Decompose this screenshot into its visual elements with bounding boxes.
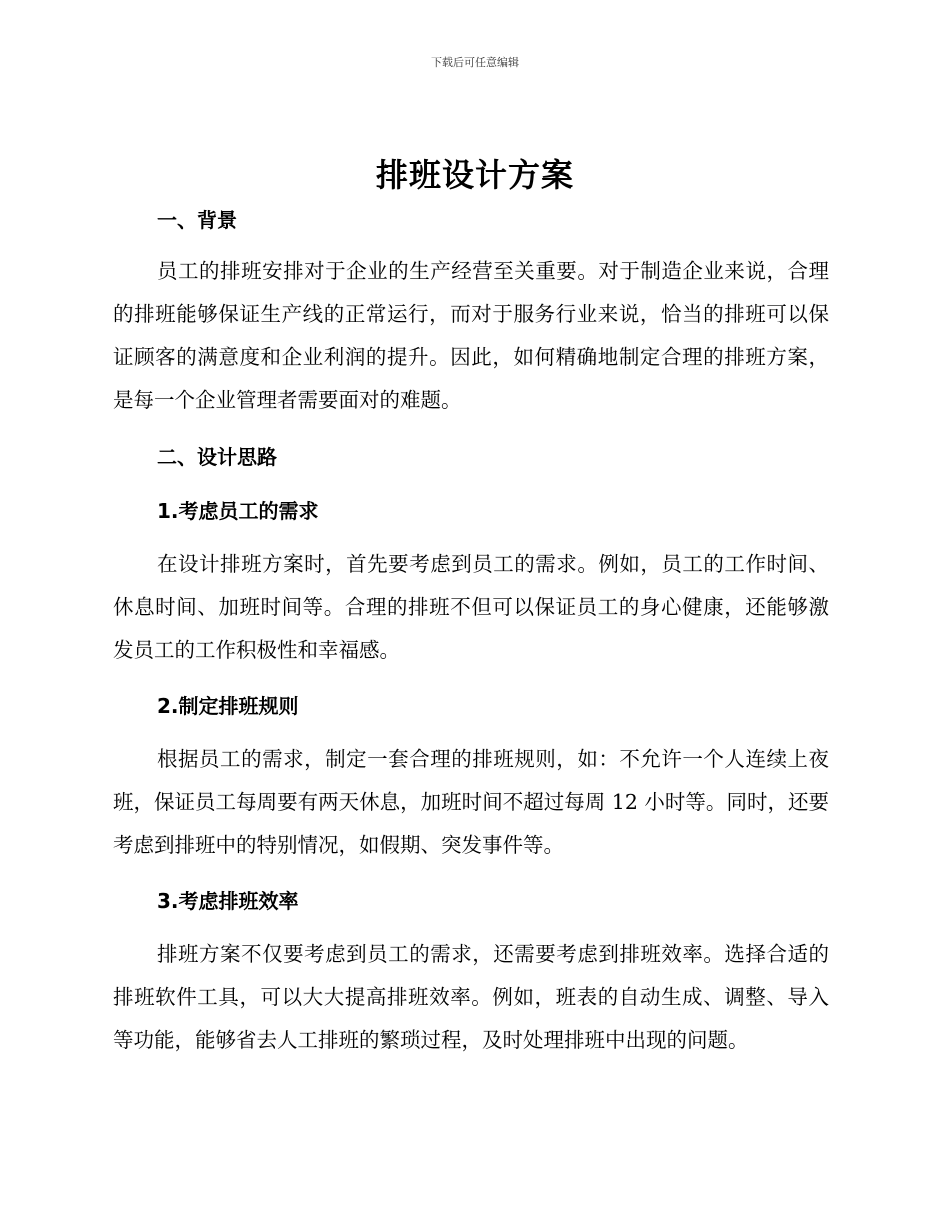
subheading-scheduling-efficiency: 3.考虑排班效率 <box>157 889 299 913</box>
document-title: 排班设计方案 <box>375 156 574 194</box>
subheading-employee-needs: 1.考虑员工的需求 <box>157 499 319 523</box>
section-heading-background: 一、背景 <box>157 208 237 232</box>
section-heading-design-ideas: 二、设计思路 <box>157 445 277 469</box>
paragraph-scheduling-efficiency: 排班方案不仅要考虑到员工的需求，还需要考虑到排班效率。选择合适的排班软件工具，可以大大提高排班效率。例如，班表的自动生成、调整、导入等功能，能够省去人工排班的繁琐过程，及时处理排班中出现的问题。 <box>113 942 829 1052</box>
paragraph-background: 员工的排班安排对于企业的生产经营至关重要。对于制造企业来说，合理的排班能够保证生产线的正常运行，而对于服务行业来说，恰当的排班可以保证顾客的满意度和企业利润的提升。因此，如何精确地制定合理的排班方案，是每一个企业管理者需要面对的难题。 <box>113 259 829 412</box>
subheading-scheduling-rules: 2.制定排班规则 <box>157 694 299 718</box>
paragraph-employee-needs: 在设计排班方案时，首先要考虑到员工的需求。例如，员工的工作时间、休息时间、加班时间等。合理的排班不但可以保证员工的身心健康，还能够激发员工的工作积极性和幸福感。 <box>113 552 829 662</box>
page-header-note: 下载后可任意编辑 <box>431 56 519 69</box>
document-body <box>113 200 829 1062</box>
paragraph-scheduling-rules: 根据员工的需求，制定一套合理的排班规则，如：不允许一个人连续上夜班，保证员工每周要有两天休息，加班时间不超过每周 12 小时等。同时，还要考虑到排班中的特别情况，如假期、突发事件等。 <box>113 747 829 857</box>
